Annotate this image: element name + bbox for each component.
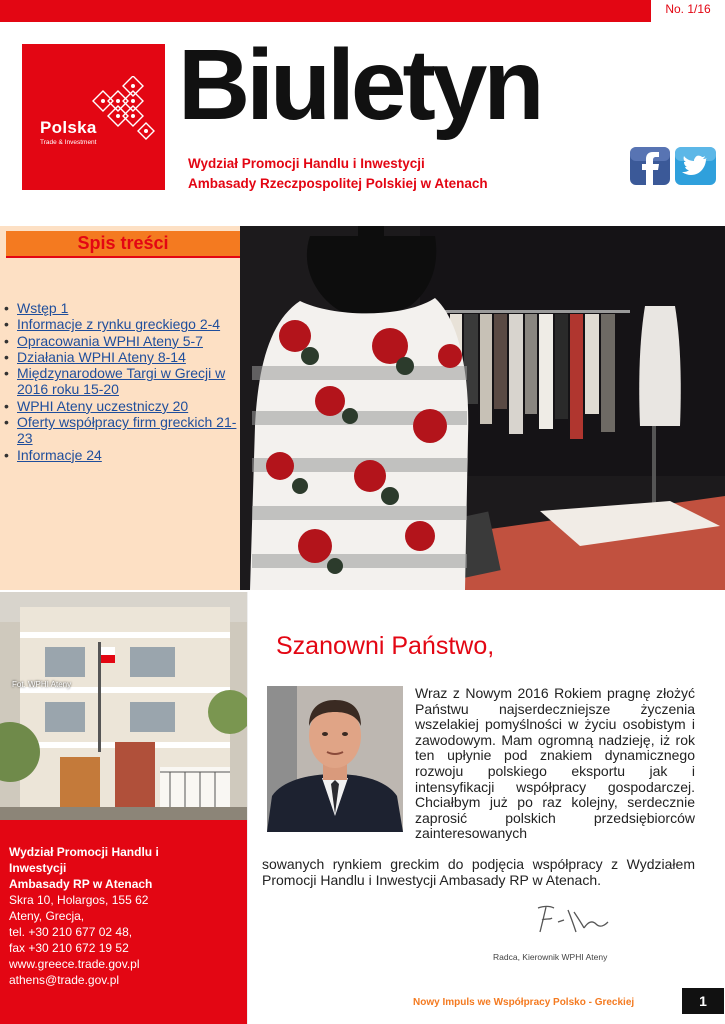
toc-item[interactable]: • Działania WPHI Ateny 8-14 [4,348,186,365]
footer-tagline: Nowy Impuls we Współpracy Polsko - Greckiej [413,997,635,1008]
toc-link[interactable]: WPHI Ateny uczestniczy 20 [17,397,189,414]
logo-graphic-icon [88,76,158,146]
logo-name: Polska [40,118,97,137]
letter-greeting: Szanowni Państwo, [276,632,495,660]
contact-fax: fax +30 210 672 19 52 [9,941,129,955]
letter-body-full: sowanych rynkiem greckim do podjęcia współpracy z Wydziałem Promocji Handlu i Inwestycji Ambasady RP w Atenach. [262,856,695,888]
facebook-icon[interactable] [630,147,670,185]
toc-link[interactable]: Międzynarodowe Targi w Grecji w 2016 roku 15-20 [17,365,226,398]
toc-item[interactable]: • Międzynarodowe Targi w Grecji w 2016 roku 15-20 [4,365,226,398]
toc-item[interactable]: • Informacje z rynku greckiego 2-4 [4,316,221,333]
contact-website-link[interactable]: www.greece.trade.gov.pl [9,957,140,971]
toc-header [6,231,240,256]
toc-item[interactable]: • Informacje 24 [4,446,102,463]
table-of-contents [0,226,240,590]
contact-org-line-1: Wydział Promocji Handlu i Inwestycji [9,845,159,875]
page-number: 1 [682,988,724,1014]
toc-link[interactable]: Działania WPHI Ateny 8-14 [17,348,186,365]
toc-link[interactable]: Informacje 24 [17,446,102,463]
subtitle-line-1: Wydział Promocji Handlu i Inwestycji [188,156,425,171]
toc-title: Spis treści [77,233,169,253]
toc-item[interactable]: • WPHI Ateny uczestniczy 20 [4,397,189,414]
top-bar [0,0,725,22]
toc-header-underline [6,256,240,258]
portrait-illustration [267,686,403,832]
issue-number: No. 1/16 [651,0,725,22]
contact-box [0,820,247,1024]
twitter-icon[interactable] [675,147,716,185]
fashion-stand-photo [240,226,725,590]
toc-list [4,300,240,463]
signature-caption: Radca, Kierownik WPHI Ateny [493,952,608,962]
author-portrait [267,686,403,832]
contact-address-1: Skra 10, Holargos, 155 62 [9,893,149,907]
polska-logo [22,44,165,190]
contact-org-line-2: Ambasady RP w Atenach [9,877,153,891]
toc-link[interactable]: Wstęp 1 [17,300,69,316]
toc-item[interactable]: • Wstęp 1 [4,300,69,316]
signature-graphic [530,898,620,938]
contact-email-link[interactable]: athens@trade.gov.pl [9,973,120,987]
embassy-building-photo [0,592,247,820]
building-illustration [0,592,247,820]
contact-tel: tel. +30 210 677 02 48, [9,925,133,939]
page-title: Biuletyn [178,29,541,141]
subtitle-line-2: Ambasady Rzeczpospolitej Polskiej w Atenach [188,176,488,191]
column-divider [247,592,248,1024]
social-icons [629,146,717,186]
page-subtitle [188,154,488,194]
toc-item[interactable]: • Oferty współpracy firm greckich 21- 23 [4,414,237,447]
letter-body-column: Wraz z Nowym 2016 Rokiem pragnę złożyć Państwu najserdeczniejsze życzenia wszelakiej pomyślności w życiu osobistym i zawodowym. Mam ogromną nadzieję, iż rok ten upłynie pod znakiem dynamicznego rozwoju polskiego eksportu jak i intensyfikacji współpracy gospodarczej. Chciałbym już po raz kolejny, serdecznie zaprosić polskich przedsiębiorców zainteresowanych [415,685,695,842]
contact-address-2: Ateny, Grecja, [9,909,85,923]
toc-link[interactable]: Oferty współpracy firm greckich 21- 23 [17,414,237,447]
toc-item[interactable]: • Opracowania WPHI Ateny 5-7 [4,332,203,349]
toc-link[interactable]: Opracowania WPHI Ateny 5-7 [17,332,203,349]
logo-tagline: Trade & Investment [40,139,97,146]
fashion-photo-illustration [240,226,725,590]
toc-link[interactable]: Informacje z rynku greckiego 2-4 [17,316,221,333]
photo-caption: Fot. WPHI Ateny [12,680,72,689]
